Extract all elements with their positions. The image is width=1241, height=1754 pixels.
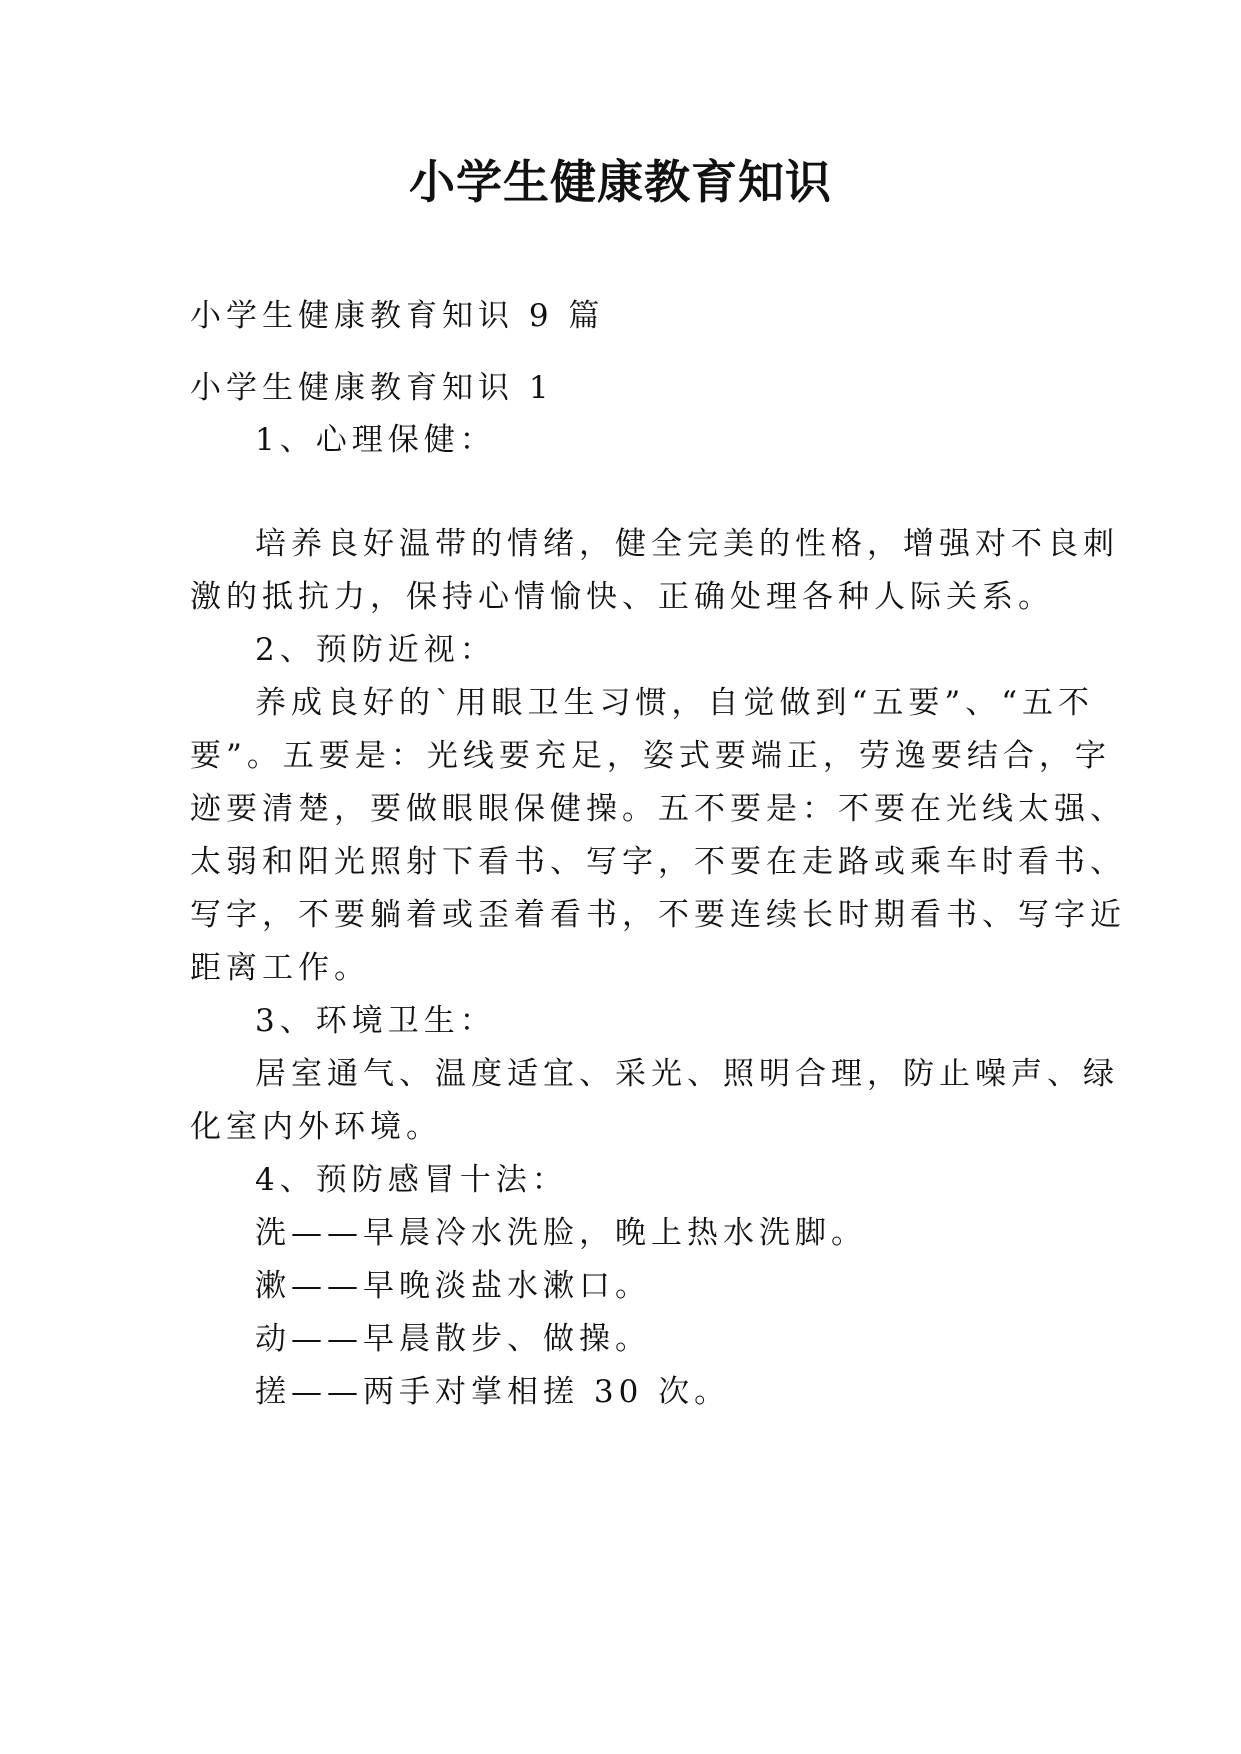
list-item: 洗——早晨冷水洗脸，晚上热水洗脚。 (255, 1215, 867, 1251)
paragraph-line: 距离工作。 (190, 950, 370, 986)
paragraph-line: 养成良好的`用眼卫生习惯，自觉做到“五要”、“五不 (255, 685, 1095, 721)
paragraph-line: 激的抵抗力，保持心情愉快、正确处理各种人际关系。 (190, 579, 1054, 615)
paragraph-line: 居室通气、温度适宜、采光、照明合理，防止噪声、绿 (255, 1056, 1119, 1092)
paragraph-line: 写字，不要躺着或歪着看书，不要连续长时期看书、写字近 (190, 897, 1126, 933)
paragraph-line: 化室内外环境。 (190, 1109, 442, 1145)
paragraph-line: 太弱和阳光照射下看书、写字，不要在走路或乘车时看书、 (190, 844, 1126, 880)
list-item: 动——早晨散步、做操。 (255, 1321, 651, 1357)
paragraph-line: 要”。五要是：光线要充足，姿式要端正，劳逸要结合，字 (190, 738, 1111, 774)
item-heading-1: 1、心理保健： (255, 422, 496, 458)
item-heading-3: 3、环境卫生： (255, 1003, 496, 1039)
section-heading: 小学生健康教育知识 1 (190, 370, 554, 406)
item-heading-4: 4、预防感冒十法： (255, 1162, 568, 1198)
item-heading-2: 2、预防近视： (255, 632, 496, 668)
paragraph-line: 迹要清楚，要做眼眼保健操。五不要是：不要在光线太强、 (190, 791, 1126, 827)
paragraph-line: 培养良好温带的情绪，健全完美的性格，增强对不良刺 (255, 526, 1119, 562)
list-item: 搓——两手对掌相搓 30 次。 (255, 1374, 731, 1410)
document-subtitle: 小学生健康教育知识 9 篇 (190, 298, 605, 334)
list-item: 漱——早晚淡盐水漱口。 (255, 1268, 651, 1304)
document-title: 小学生健康教育知识 (409, 155, 832, 209)
